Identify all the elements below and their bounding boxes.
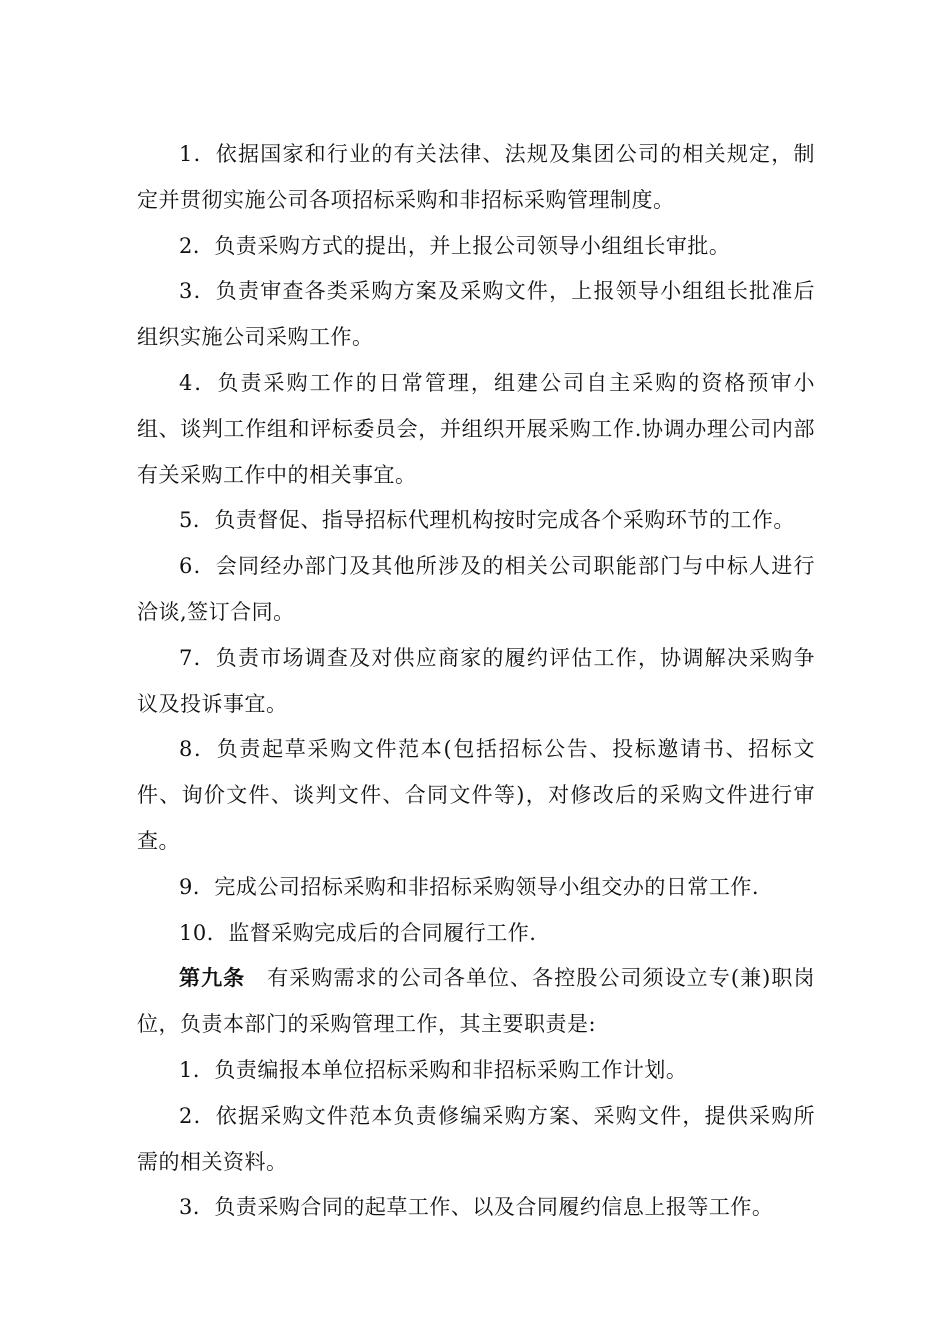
list-item: 2．负责采购方式的提出，并上报公司领导小组组长审批。 <box>179 233 731 258</box>
document-body <box>137 132 815 1231</box>
list-item: 2．依据采购文件范本负责修编采购方案、采购文件，提供采购所需的相关资料。 <box>137 1103 815 1174</box>
list-item: 4．负责采购工作的日常管理，组建公司自主采购的资格预审小组、谈判工作组和评标委员会，并组织开展采购工作.协调办理公司内部有关采购工作中的相关事宜。 <box>137 370 815 487</box>
list-item: 9．完成公司招标采购和非招标采购领导小组交办的日常工作. <box>179 874 760 899</box>
list-item: 8．负责起草采购文件范本(包括招标公告、投标邀请书、招标文件、询价文件、谈判文件、合同文件等)，对修改后的采购文件进行审查。 <box>137 737 815 853</box>
list-item: 1．负责编报本单位招标采购和非招标采购工作计划。 <box>179 1057 688 1082</box>
article-number: 第九条 <box>179 966 246 991</box>
article-text: 有采购需求的公司各单位、各控股公司须设立专(兼)职岗位，负责本部门的采购管理工作，其主要职责是: <box>137 966 816 1037</box>
list-item: 3．负责采购合同的起草工作、以及合同履约信息上报等工作。 <box>179 1195 774 1220</box>
list-item: 10．监督采购完成后的合同履行工作. <box>179 920 537 945</box>
list-item: 1．依据国家和行业的有关法律、法规及集团公司的相关规定，制定并贯彻实施公司各项招标采购和非招标采购管理制度。 <box>137 142 815 212</box>
article-paragraph <box>137 956 815 1048</box>
list-item: 6．会同经办部门及其他所涉及的相关公司职能部门与中标人进行洽谈,签订合同。 <box>137 554 815 624</box>
list-item: 7．负责市场调查及对供应商家的履约评估工作，协调解决采购争议及投诉事宜。 <box>137 645 815 716</box>
list-item: 3．负责审查各类采购方案及采购文件，上报领导小组组长批准后组织实施公司采购工作。 <box>137 279 815 350</box>
list-item: 5．负责督促、指导招标代理机构按时完成各个采购环节的工作。 <box>179 508 795 533</box>
